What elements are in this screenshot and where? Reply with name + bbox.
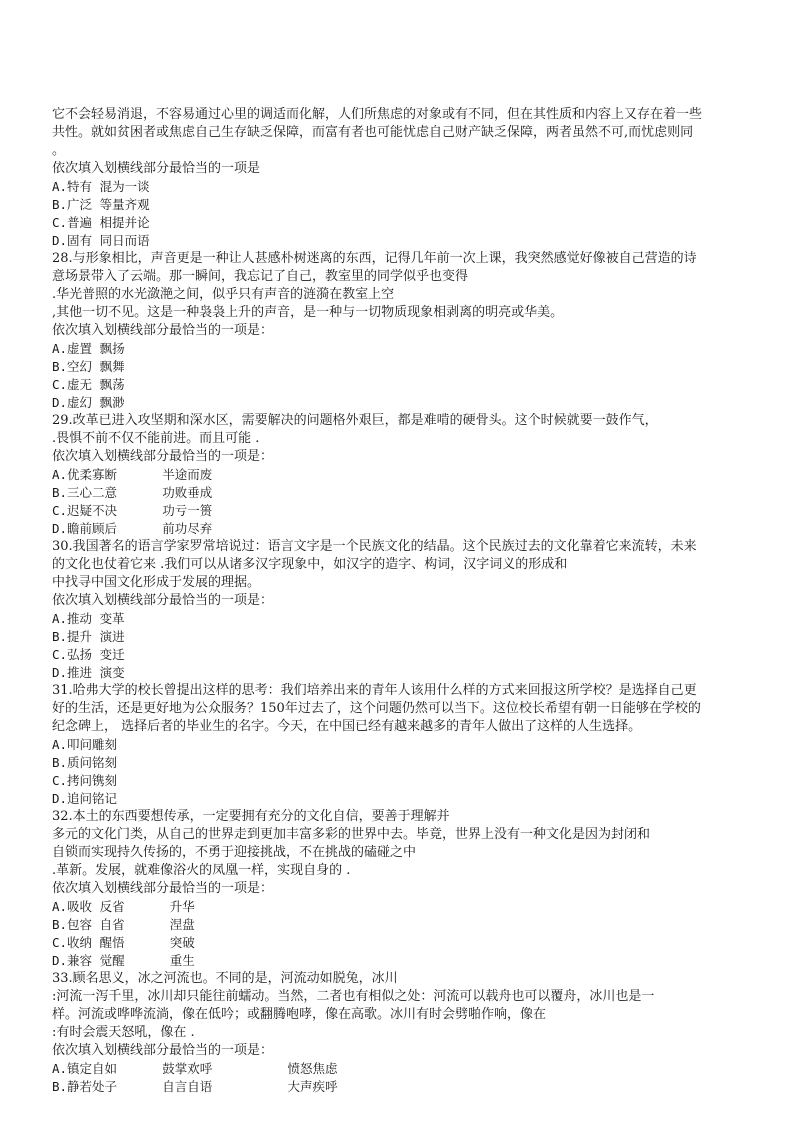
answer-option: C.拷问镌刻: [52, 773, 118, 788]
answer-option: B.质问铭刻: [52, 755, 118, 770]
text-line: 依次填入划横线部分最恰当的一项是: [52, 161, 261, 176]
text-line: 共性。就如贫困者或焦虑自己生存缺乏保障，而富有者也可能忧虑自己财产缺乏保障，两者虽然不可,而忧虑则同: [52, 125, 694, 140]
text-line: .华光普照的水光潋滟之间，似乎只有声音的涟漪在教室上空: [52, 287, 395, 302]
text-line: 依次填入划横线部分最恰当的一项是：: [52, 881, 274, 896]
text-line: 它不会轻易消退，不容易通过心里的调适而化解，人们所焦虑的对象或有不同，但在其性质和内容上又存在着一些: [52, 107, 703, 122]
answer-option: D.推进 演变: [52, 665, 125, 680]
text-line: 31.哈弗大学的校长曾提出这样的思考：我们培养出来的青年人该用什么样的方式来回报这所学校？是选择自己更: [52, 683, 697, 698]
text-line: 33.顾名思义，冰之河流也。不同的是，河流动如脱兔，冰川: [52, 971, 398, 986]
text-line: 依次填入划横线部分最恰当的一项是：: [52, 593, 274, 608]
answer-option: C.虚无 飘荡: [52, 377, 125, 392]
answer-option: C.收纳 醒悟 突破: [52, 935, 195, 950]
answer-option: A.优柔寡断 半途而废: [52, 467, 213, 482]
answer-option: D.虚幻 飘渺: [52, 395, 125, 410]
text-line: 中找寻中国文化形成于发展的理据。: [52, 575, 261, 590]
answer-option: A.镇定自如 鼓掌欢呼 愤怒焦虑: [52, 1061, 338, 1076]
text-line: 的文化也仗着它来 .我们可以从诸多汉字现象中，如汉字的造字、构词，汉字词义的形成和: [52, 557, 568, 572]
document-body: [52, 106, 752, 1096]
answer-option: A.虚置 飘扬: [52, 341, 125, 356]
answer-option: C.迟疑不决 功亏一篑: [52, 503, 213, 518]
answer-option: D.追问铭记: [52, 791, 118, 806]
text-line: 好的生活，还是更好地为公众服务？150年过去了，这个问题仍然可以当下。这位校长希望有朝一日能够在学校的: [52, 701, 701, 716]
text-line: 30.我国著名的语言学家罗常培说过：语言文字是一个民族文化的结晶。这个民族过去的文化靠着它来流转，未来: [52, 539, 697, 554]
text-line: 依次填入划横线部分最恰当的一项是：: [52, 1043, 274, 1058]
text-line: 。: [52, 143, 66, 158]
text-line: 样。河流或哗哗流淌，像在低吟；或翻腾咆哮，像在高歌。冰川有时会劈啪作响，像在: [52, 1007, 547, 1022]
text-line: 依次填入划横线部分最恰当的一项是：: [52, 323, 274, 338]
text-line: :河流一泻千里，冰川却只能往前蠕动。当然，二者也有相似之处：河流可以载舟也可以覆舟，冰川也是一: [52, 989, 655, 1004]
answer-option: D.瞻前顾后 前功尽弃: [52, 521, 213, 536]
answer-option: B.包容 自省 涅盘: [52, 917, 195, 932]
text-line: 意场景带入了云端。那一瞬间，我忘记了自己，教室里的同学似乎也变得: [52, 269, 469, 284]
answer-option: A.叩问雕刻: [52, 737, 118, 752]
text-line: 28.与形象相比，声音更是一种让人甚感朴树迷离的东西，记得几年前一次上课，我突然感觉好像被自己营造的诗: [52, 251, 697, 266]
answer-option: B.提升 演进: [52, 629, 125, 644]
text-line: .革新。发展，就难像浴火的凤凰一样，实现自身的 .: [52, 863, 351, 878]
text-line: 纪念碑上， 选择后者的毕业生的名字。今天，在中国已经有越来越多的青年人做出了这样的人生选择。: [52, 719, 642, 734]
text-line: :有时会震天怒吼，像在 .: [52, 1025, 195, 1040]
text-line: 自锁而实现持久传扬的，不勇于迎接挑战，不在挑战的磕碰之中: [52, 845, 417, 860]
answer-option: D.兼容 觉醒 重生: [52, 953, 195, 968]
answer-option: B.空幻 飘舞: [52, 359, 125, 374]
text-line: 32.本土的东西要想传承，一定要拥有充分的文化自信，要善于理解并: [52, 809, 450, 824]
answer-option: D.固有 同日而语: [52, 233, 150, 248]
answer-option: C.普遍 相提并论: [52, 215, 150, 230]
answer-option: B.广泛 等量齐观: [52, 197, 150, 212]
text-line: 多元的文化门类，从自己的世界走到更加丰富多彩的世界中去。毕竟，世界上没有一种文化是因为封闭和: [52, 827, 651, 842]
answer-option: A.特有 混为一谈: [52, 179, 150, 194]
answer-option: B.静若处子 自言自语 大声疾呼: [52, 1079, 338, 1094]
answer-option: A.推动 变革: [52, 611, 125, 626]
text-line: ,其他一切不见。这是一种袅袅上升的声音，是一种与一切物质现象相剥离的明亮或华美。: [52, 305, 564, 320]
text-line: .畏惧不前不仅不能前进。而且可能 .: [52, 431, 260, 446]
answer-option: C.弘扬 变迁: [52, 647, 125, 662]
answer-option: A.吸收 反省 升华: [52, 899, 195, 914]
answer-option: B.三心二意 功败垂成: [52, 485, 213, 500]
text-line: 依次填入划横线部分最恰当的一项是：: [52, 449, 274, 464]
text-line: 29.改革已进入攻坚期和深水区，需要解决的问题格外艰巨，都是难啃的硬骨头。这个时候就要一鼓作气，: [52, 413, 658, 428]
